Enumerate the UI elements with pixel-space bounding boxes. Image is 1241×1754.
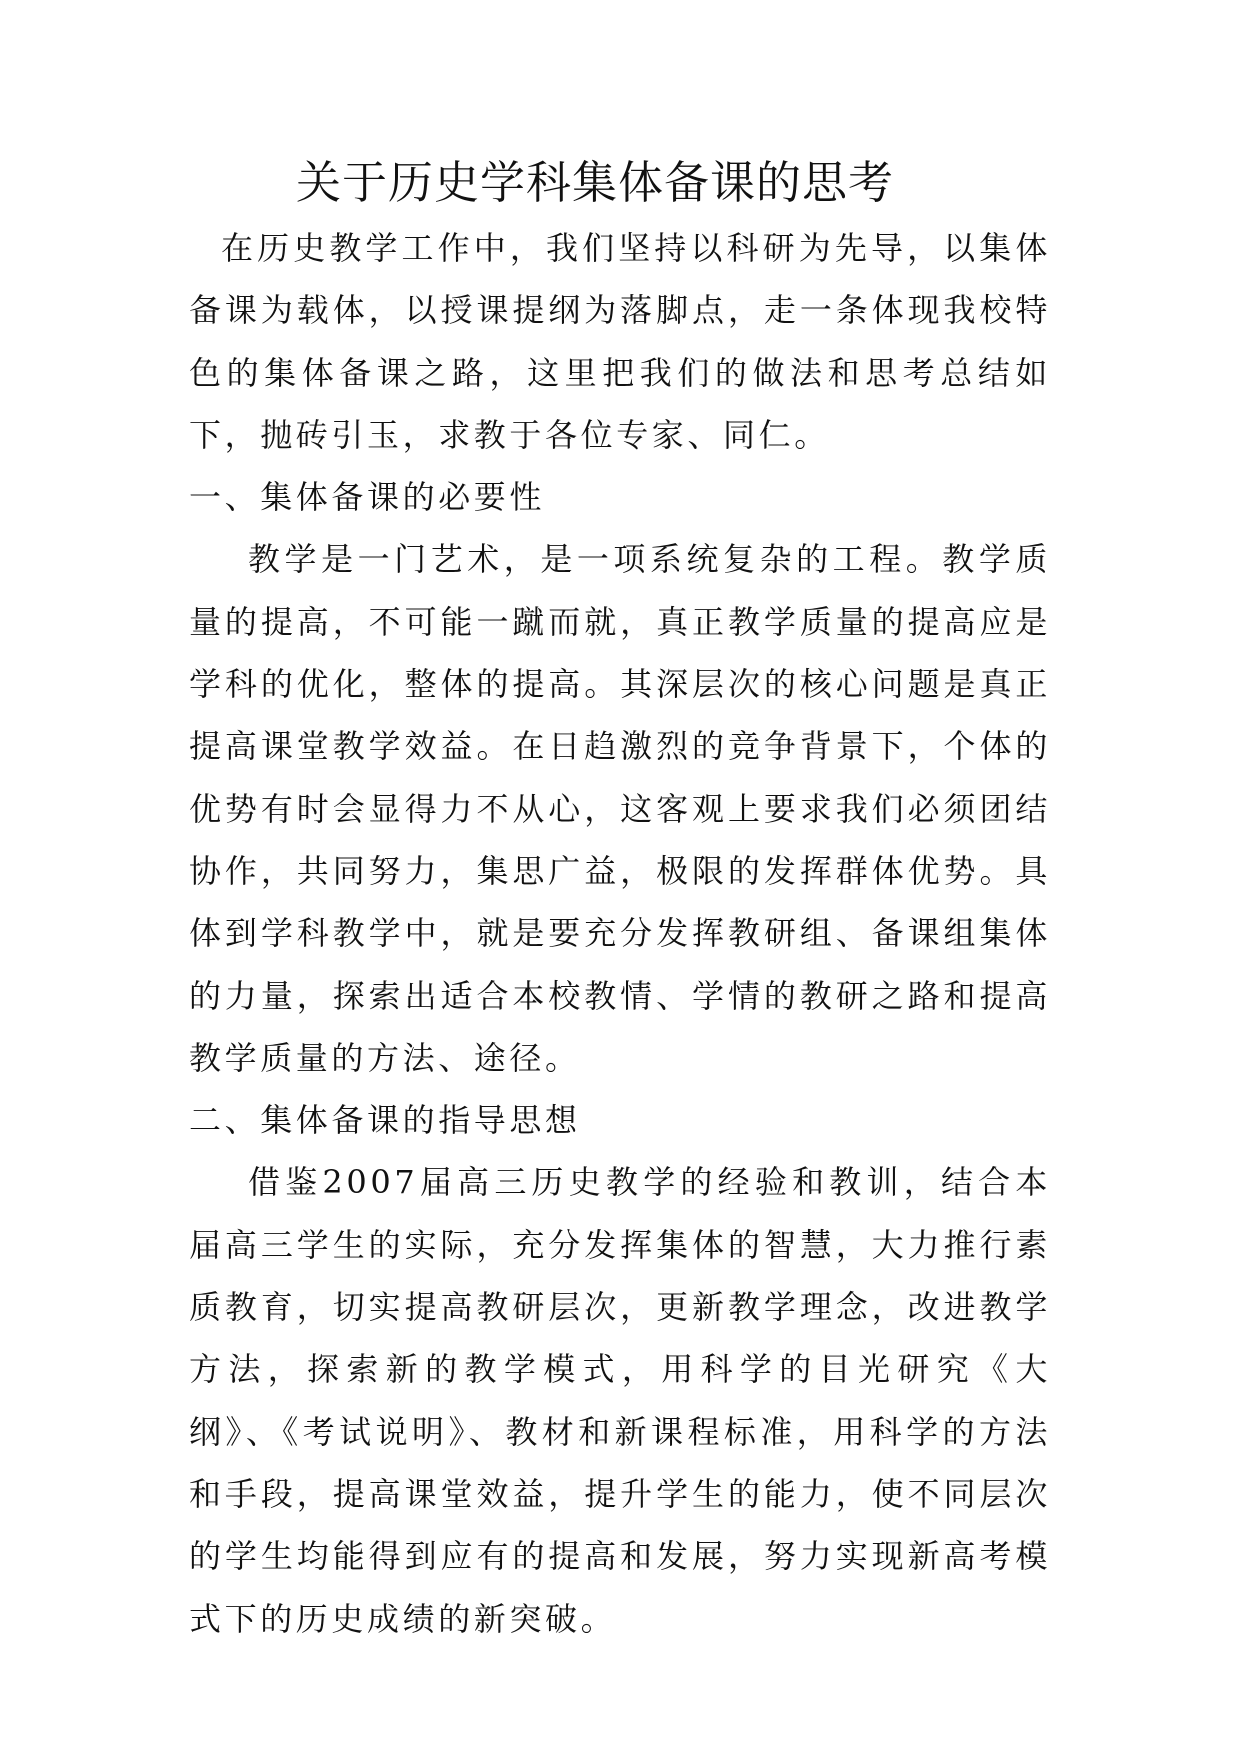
section-paragraph-necessity: 教学是一门艺术，是一项系统复杂的工程。教学质量的提高，不可能一蹴而就，真正教学质量的提高应是学科的优化，整体的提高。其深层次的核心问题是真正提高课堂教学效益。在日趋激烈的竞争背景下，个体的优势有时会显得力不从心，这客观上要求我们必须团结协作，共同努力，集思广益，极限的发挥群体优势。具体到学科教学中，就是要充分发挥教研组、备课组集体的力量，探索出适合本校教情、学情的教研之路和提高教学质量的方法、途径。 <box>189 540 1051 1077</box>
section-heading-guiding-ideology: 二、集体备课的指导思想 <box>189 1101 581 1140</box>
document-title: 关于历史学科集体备课的思考 <box>295 156 894 209</box>
section-heading-necessity: 一、集体备课的必要性 <box>189 478 546 517</box>
section-paragraph-guiding-ideology: 借鉴2007届高三历史教学的经验和教训，结合本届高三学生的实际，充分发挥集体的智慧，大力推行素质教育，切实提高教研层次，更新教学理念，改进教学方法，探索新的教学模式，用科学的目光研究《大纲》、《考试说明》、教材和新课程标准，用科学的方法和手段，提高课堂效益，提升学生的能力，使不同层次的学生均能得到应有的提高和发展，努力实现新高考模式下的历史成绩的新突破。 <box>189 1163 1051 1638</box>
intro-paragraph: 在历史教学工作中，我们坚持以科研为先导，以集体备课为载体，以授课提纲为落脚点，走一条体现我校特色的集体备课之路，这里把我们的做法和思考总结如下，抛砖引玉，求教于各位专家、同仁。 <box>189 229 1051 454</box>
document-body <box>189 217 1051 1650</box>
